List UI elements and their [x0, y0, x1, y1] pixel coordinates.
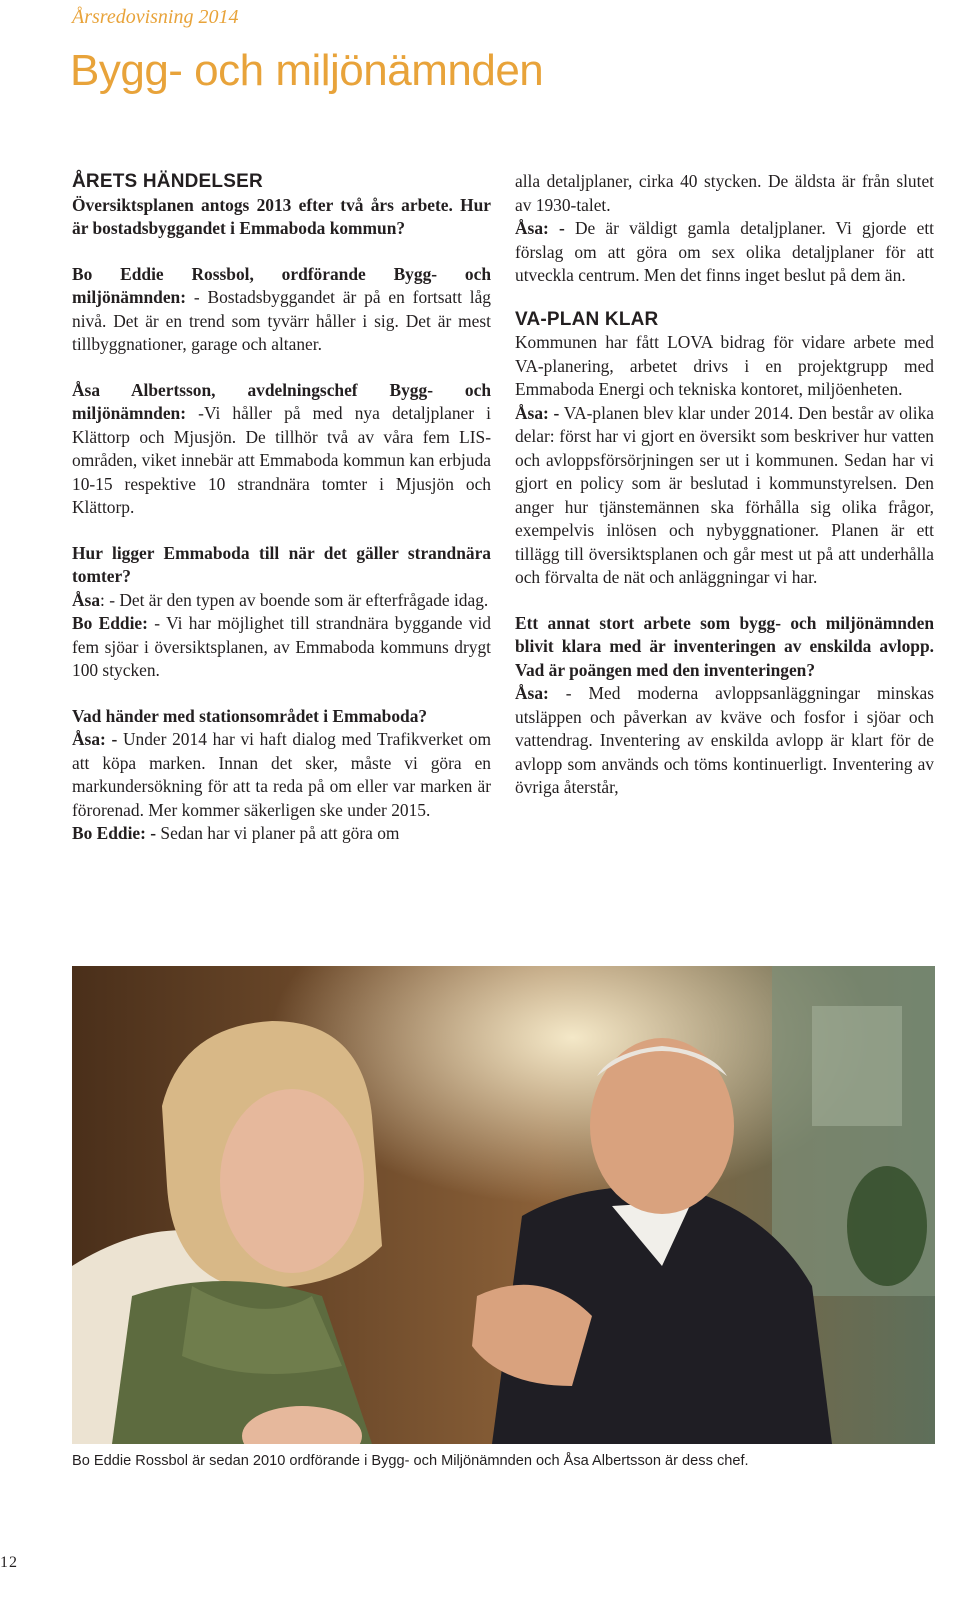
continued-paragraph: alla detaljplaner, cirka 40 stycken. De äldsta är från slutet av 1930-talet. — [515, 171, 934, 215]
speaker-label: Åsa — [72, 589, 101, 610]
answer-paragraph — [515, 217, 934, 288]
question-sewage-inventory — [515, 612, 934, 683]
answer-text: Under 2014 har vi haft dialog med Trafikverket om att köpa marken. Innan det sker, måste vi göra en markundersökning för att ta reda på om eller var marken är förorenad. Mer kommer säkerligen ske under 2015. — [72, 729, 492, 820]
answer-paragraph — [72, 263, 491, 357]
question-text: Översiktsplanen antogs 2013 efter två års arbete. Hur är bostadsbyggandet i Emmaboda kommun? — [72, 194, 491, 238]
answer-paragraph — [72, 822, 491, 846]
section-heading-va-plan: VA-PLAN KLAR — [515, 308, 659, 330]
portrait-photo — [72, 966, 935, 1444]
speaker-label: Bo Eddie: — [72, 613, 148, 633]
answer-paragraph — [515, 682, 934, 800]
running-head: Årsredovisning 2014 — [72, 6, 239, 28]
answer-text: - Bostadsbyggandet är på en fortsatt låg nivå. Det är en trend som tyvärr håller i sig. Det är mest tillbyggnationer, garage och altaner. — [72, 287, 491, 354]
photo-illustration — [72, 966, 935, 1444]
question-text: Hur ligger Emmaboda till när det gäller strandnära tomter? — [72, 542, 491, 586]
answer-text: VA-planen blev klar under 2014. Den består av olika delar: först har vi gjort en översikt som beskriver hur vatten och avloppsförsörjningen ser ut i kommunen. Sedan har vi gjort en policy som är beslutad i kommunstyrelsen. Den anger hur tjänstemännen ska förhålla sig olika frågor, exempelvis inlösen och nybyggnationer. Planen är ett tillägg till översiktsplanen och går mest ut på att underhålla och förvalta de nät och anläggningar vi har. — [515, 402, 934, 587]
answer-paragraph — [72, 589, 491, 613]
answer-paragraph — [72, 728, 491, 822]
speaker-label: Åsa: - — [515, 402, 560, 423]
speaker-label: Bo Eddie: - — [72, 823, 157, 843]
page-title: Bygg- och miljönämnden — [70, 46, 544, 95]
answer-paragraph — [515, 402, 934, 590]
question-text: Ett annat stort arbete som bygg- och miljönämnden blivit klara med är inventeringen av enskilda avlopp. Vad är poängen med den inventeringen? — [515, 612, 934, 680]
answer-text: -Vi håller på med nya detaljplaner i Klättorp och Mjusjön. De tillhör två av våra fem LIS-områden, viket innebär att Emmaboda kommun kan erbjuda 10-15 respektive 10 strandnära tomter i Mjusjön och Klättorp. — [72, 403, 491, 517]
answer-text: - Vi har möjlighet till strandnära byggande vid fem sjöar i översiktsplanen, av Emmaboda kommuns drygt 100 stycken. — [72, 613, 491, 680]
answer-text: : - Det är den typen av boende som är efterfrågade idag. — [100, 589, 489, 610]
right-column — [515, 170, 934, 800]
answer-paragraph — [72, 379, 491, 520]
speaker-label: Bo Eddie Rossbol, ordförande Bygg- och miljönämnden: — [72, 263, 491, 307]
speaker-label: Åsa: - — [72, 729, 118, 749]
answer-text: De är väldigt gamla detaljplaner. Vi gjorde ett förslag om att göra om sex olika detaljplaner för att utveckla centrum. Men det finns inget beslut på dem än. — [515, 218, 935, 285]
question-text: Vad händer med stationsområdet i Emmaboda? — [72, 705, 428, 726]
question-shore-plots — [72, 542, 491, 589]
speaker-label: Åsa Albertsson, avdelningschef Bygg- och miljönämnden: — [72, 379, 491, 423]
speaker-label: Åsa: - — [515, 218, 565, 238]
left-column — [72, 170, 491, 846]
body-paragraph: Kommunen har fått LOVA bidrag för vidare arbete med VA-planering, arbetet drivs i en projektgrupp med Emmaboda Energi och tekniska kontoret, miljöenheten. — [515, 332, 934, 399]
answer-paragraph — [72, 612, 491, 683]
question-station-area — [72, 705, 491, 729]
photo-caption: Bo Eddie Rossbol är sedan 2010 ordförande i Bygg- och Miljönämnden och Åsa Albertsson är dess chef. — [72, 1453, 749, 1469]
section-heading-events: ÅRETS HÄNDELSER — [72, 171, 263, 192]
question-housing — [72, 194, 491, 241]
speaker-label: Åsa: — [515, 683, 549, 703]
answer-text: Sedan har vi planer på att göra om — [156, 823, 400, 843]
page-number: 12 — [0, 1554, 18, 1571]
answer-text: - Med moderna avloppsanläggningar minskas utsläppen och påverkan av kväve och fosfor i sjöar och vattendrag. Inventering av enskilda avlopp är klart för de avlopp som används och töms kontinuerligt. Inventering av övriga återstår, — [515, 683, 934, 797]
